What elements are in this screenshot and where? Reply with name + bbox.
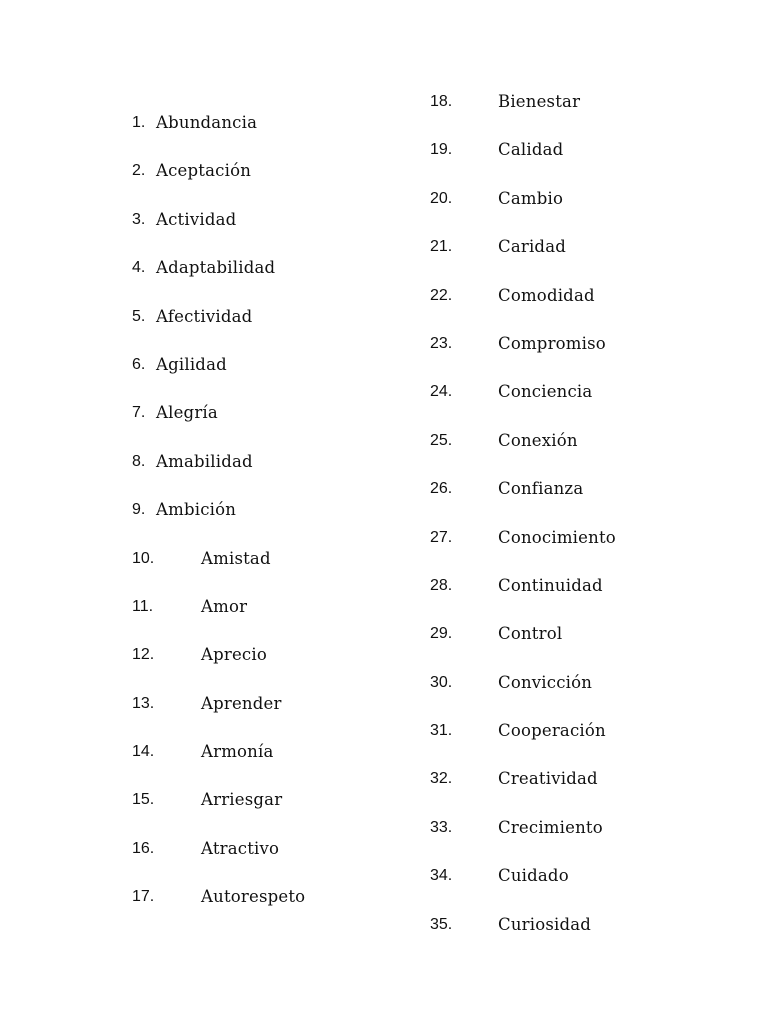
list-item: [430, 816, 603, 864]
item-label: Cuidado: [498, 866, 569, 886]
item-number: 22.: [430, 286, 453, 304]
list-item: [430, 187, 564, 235]
item-label: Actividad: [156, 209, 237, 229]
item-number: 2.: [132, 162, 146, 180]
item-label: Cambio: [498, 188, 564, 208]
list-item: [430, 284, 595, 332]
item-label: Autorespeto: [201, 887, 306, 907]
item-number: 8.: [132, 452, 146, 470]
item-number: 3.: [132, 210, 146, 228]
item-label: Continuidad: [498, 575, 603, 595]
item-label: Control: [498, 624, 563, 644]
list-item: [132, 740, 274, 788]
item-label: Aprender: [201, 693, 282, 713]
list-item: [430, 526, 616, 574]
list-item: [132, 305, 253, 353]
item-number: 21.: [430, 238, 453, 256]
item-label: Abundancia: [156, 113, 258, 132]
list-item: [430, 913, 592, 961]
list-item: [430, 864, 569, 912]
item-label: Bienestar: [498, 92, 581, 111]
item-number: 33.: [430, 818, 453, 836]
item-number: 35.: [430, 915, 453, 933]
list-item: [430, 574, 603, 622]
item-label: Amabilidad: [156, 451, 253, 471]
item-number: 7.: [132, 404, 146, 422]
item-number: 1.: [132, 114, 146, 131]
item-number: 10.: [132, 549, 155, 567]
list-item: [132, 595, 248, 643]
list-item: [132, 256, 276, 304]
list-item: [132, 208, 237, 256]
item-number: 5.: [132, 307, 146, 325]
item-number: 31.: [430, 722, 453, 740]
list-item: [132, 159, 252, 207]
list-item: [132, 111, 258, 159]
list-item: [430, 719, 606, 767]
item-label: Convicción: [498, 672, 593, 692]
item-label: Conexión: [498, 430, 578, 450]
item-label: Conocimiento: [498, 527, 616, 547]
list-item: [132, 692, 282, 740]
list-item: [430, 90, 581, 138]
list-item: [430, 767, 598, 815]
item-number: 4.: [132, 259, 146, 277]
item-number: 11.: [132, 597, 154, 615]
list-item: [132, 788, 283, 836]
item-number: 16.: [132, 839, 155, 857]
list-item: [132, 498, 237, 546]
item-label: Conciencia: [498, 382, 593, 402]
item-number: 9.: [132, 501, 146, 519]
list-item: [132, 837, 280, 885]
values-list-right: [430, 90, 616, 961]
item-number: 20.: [430, 189, 453, 207]
list-item: [132, 353, 227, 401]
item-number: 26.: [430, 480, 453, 498]
item-label: Compromiso: [498, 333, 606, 353]
item-number: 12.: [132, 646, 155, 664]
values-list-left: [132, 111, 306, 934]
item-number: 23.: [430, 334, 453, 352]
item-number: 25.: [430, 431, 453, 449]
list-item: [430, 332, 606, 380]
list-item: [132, 885, 306, 933]
item-label: Atractivo: [201, 838, 280, 858]
item-number: 15.: [132, 791, 155, 809]
item-number: 6.: [132, 355, 146, 373]
item-number: 18.: [430, 93, 453, 110]
list-item: [430, 380, 593, 428]
item-label: Confianza: [498, 479, 584, 499]
item-label: Creatividad: [498, 769, 598, 789]
item-label: Crecimiento: [498, 817, 603, 837]
item-label: Alegría: [156, 403, 218, 423]
item-label: Caridad: [498, 237, 566, 257]
item-label: Agilidad: [156, 354, 227, 374]
item-number: 27.: [430, 528, 453, 546]
item-number: 34.: [430, 867, 453, 885]
list-item: [132, 401, 218, 449]
item-number: 13.: [132, 694, 155, 712]
item-number: 24.: [430, 383, 453, 401]
item-label: Cooperación: [498, 721, 606, 741]
list-item: [430, 235, 566, 283]
item-number: 28.: [430, 576, 453, 594]
item-label: Ambición: [156, 500, 237, 520]
list-item: [430, 622, 563, 670]
list-item: [430, 138, 564, 186]
item-label: Calidad: [498, 140, 564, 160]
item-number: 30.: [430, 673, 453, 691]
item-label: Arriesgar: [201, 790, 283, 810]
item-label: Adaptabilidad: [156, 258, 276, 278]
item-number: 29.: [430, 625, 453, 643]
item-number: 19.: [430, 141, 453, 159]
item-label: Comodidad: [498, 285, 595, 305]
item-label: Amistad: [201, 548, 271, 568]
list-item: [132, 547, 271, 595]
item-label: Curiosidad: [498, 914, 592, 934]
item-label: Armonía: [201, 742, 274, 762]
list-item: [430, 429, 578, 477]
item-label: Amor: [201, 596, 248, 616]
item-number: 32.: [430, 770, 453, 788]
list-item: [132, 643, 267, 691]
item-number: 17.: [132, 888, 155, 906]
list-item: [430, 477, 584, 525]
item-label: Aprecio: [201, 645, 267, 665]
list-item: [430, 671, 593, 719]
item-label: Aceptación: [156, 161, 252, 181]
list-item: [132, 450, 253, 498]
item-label: Afectividad: [156, 306, 253, 326]
item-number: 14.: [132, 743, 155, 761]
